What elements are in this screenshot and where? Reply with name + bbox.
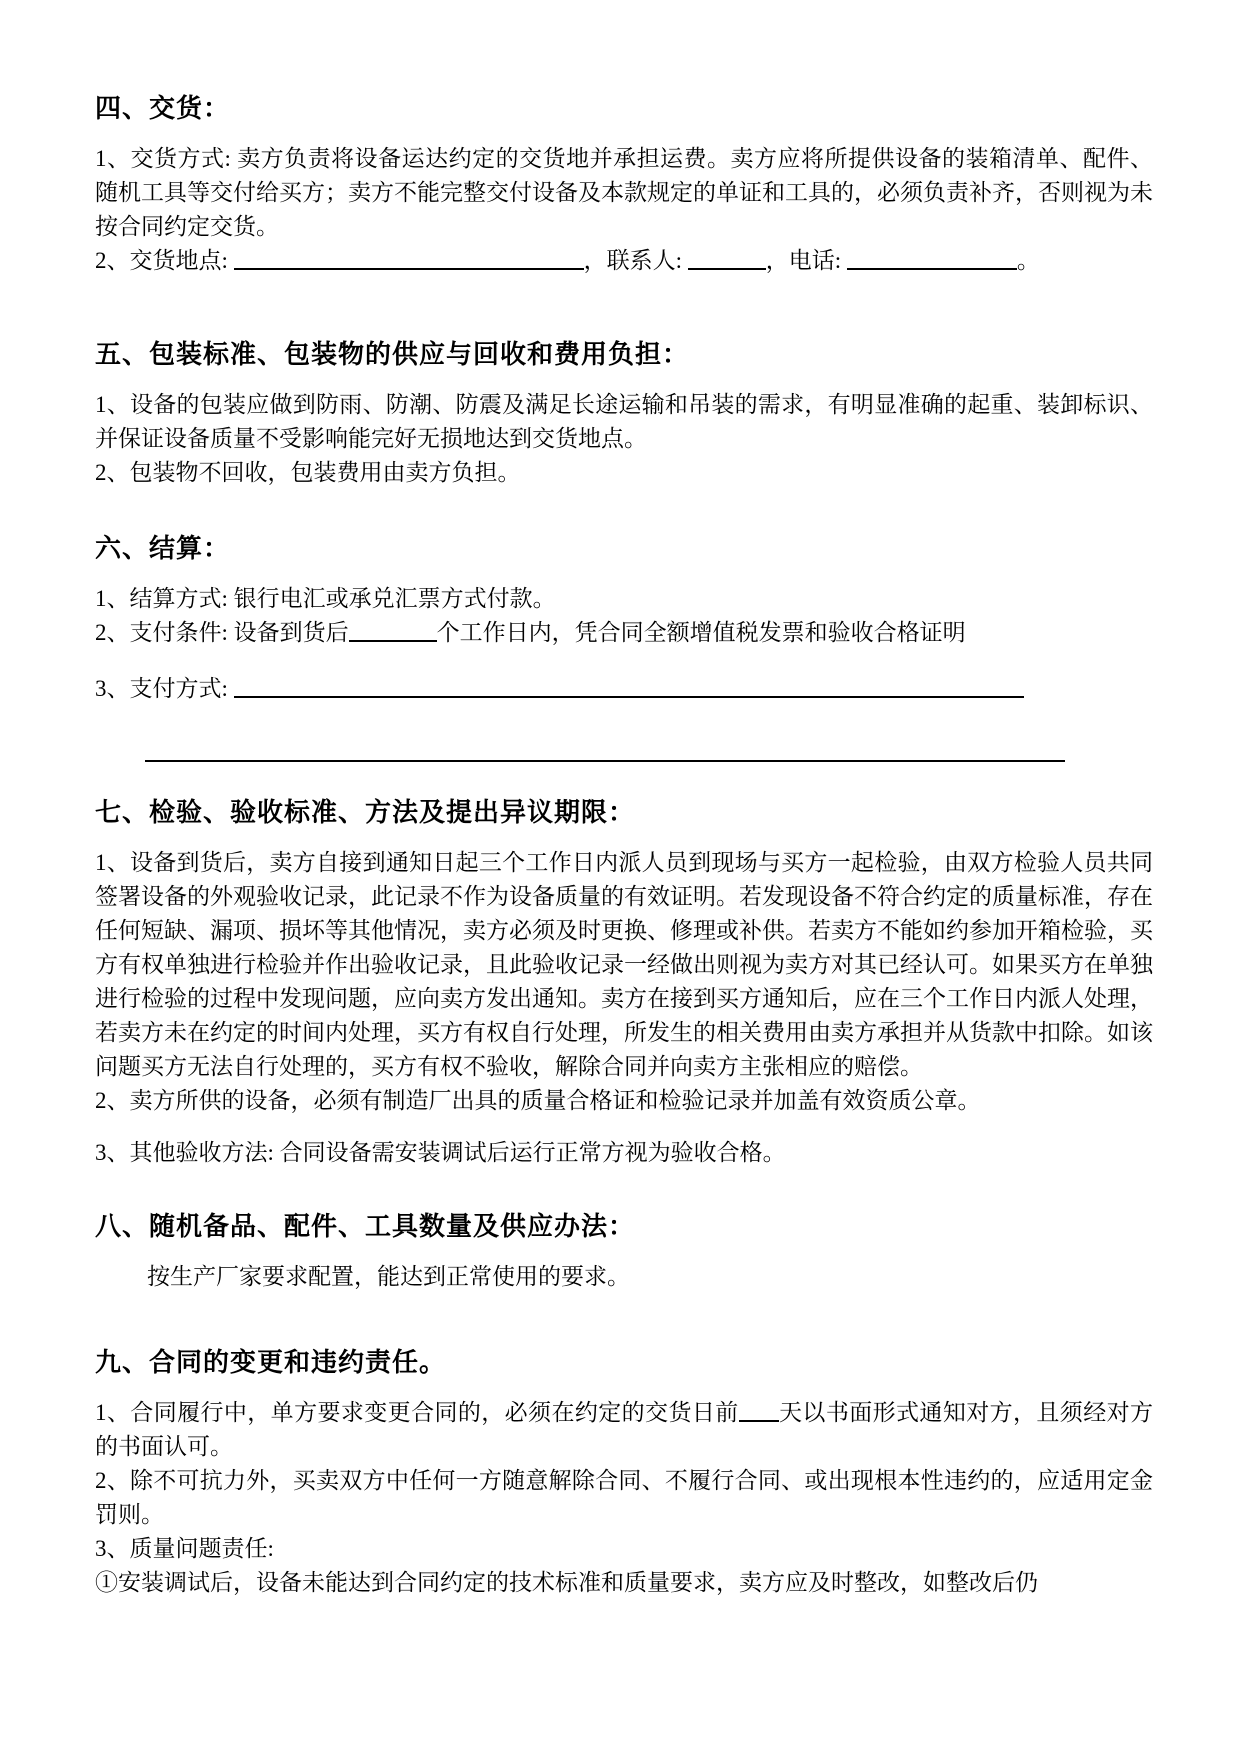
section-heading: 七、检验、验收标准、方法及提出异议期限： — [95, 797, 636, 827]
paragraph — [95, 1566, 1153, 1600]
paragraph — [95, 244, 1153, 278]
fill-in-blank — [145, 737, 1065, 762]
paragraph — [95, 1136, 1153, 1170]
text-run: 1、设备到货后，卖方自接到通知日起三个工作日内派人员到现场与买方一起检验，由双方检验人员共同签署设备的外观验收记录，此记录不作为设备质量的有效证明。若发现设备不符合约定的质量标准，存在任何短缺、漏项、损坏等其他情况，卖方必须及时更换、修理或补供。若卖方不能如约参加开箱检验，买方有权单独进行检验并作出验收记录，且此验收记录一经做出则视为卖方对其已经认可。如果买方在单独进行检验的过程中发现问题，应向卖方发出通知。卖方在接到买方通知后，应在三个工作日内派人处理，若卖方未在约定的时间内处理，买方有权自行处理，所发生的相关费用由卖方承担并从货款中扣除。如该问题买方无法自行处理的，买方有权不验收，解除合同并向卖方主张相应的赔偿。 — [95, 850, 1153, 1079]
text-run: 1、设备的包装应做到防雨、防潮、防震及满足长途运输和吊装的需求，有明显准确的起重、装卸标识、并保证设备质量不受影响能完好无损地达到交货地点。 — [95, 392, 1153, 451]
text-run: 个工作日内，凭合同全额增值税发票和验收合格证明 — [436, 620, 966, 645]
paragraph — [95, 1084, 1153, 1118]
paragraph — [95, 388, 1153, 456]
section-heading: 八、随机备品、配件、工具数量及供应办法： — [95, 1211, 636, 1241]
text-run: ①安装调试后，设备未能达到合同约定的技术标准和质量要求，卖方应及时整改，如整改后仍 — [95, 1570, 1038, 1595]
text-run: 1、合同履行中，单方要求变更合同的，必须在约定的交货日前 — [95, 1400, 739, 1425]
text-run: 天以书面形式通知对方，且须经对方的书面认可。 — [95, 1400, 1154, 1459]
text-run: 3、质量问题责任: — [95, 1536, 274, 1561]
fill-in-blank — [688, 245, 766, 270]
section-4-delivery — [95, 92, 1153, 278]
text-run: 2、卖方所供的设备，必须有制造厂出具的质量合格证和检验记录并加盖有效资质公章。 — [95, 1088, 981, 1113]
section-heading: 六、结算： — [95, 533, 231, 563]
text-run: 1、交货方式: 卖方负责将设备运达约定的交货地并承担运费。卖方应将所提供设备的装箱清单、配件、随机工具等交付给买方；卖方不能完整交付设备及本款规定的单证和工具的，必须负责补齐，否则视为未按合同约定交货。 — [95, 146, 1153, 239]
paragraph — [95, 736, 1153, 770]
paragraph — [95, 672, 1153, 706]
document-content — [95, 92, 1153, 1600]
paragraph — [95, 582, 1153, 616]
section-heading: 九、合同的变更和违约责任。 — [95, 1347, 447, 1377]
text-run: 按生产厂家要求配置，能达到正常使用的要求。 — [147, 1264, 630, 1289]
text-run: 2、交货地点: — [95, 248, 234, 273]
text-run: ，联系人: — [583, 248, 688, 273]
section-heading: 四、交货： — [95, 93, 231, 123]
text-run: 3、其他验收方法: 合同设备需安装调试后运行正常方视为验收合格。 — [95, 1140, 786, 1165]
text-run: 2、支付条件: 设备到货后 — [95, 620, 349, 645]
text-run: ，电话: — [765, 248, 847, 273]
text-run: 3、支付方式: — [95, 676, 234, 701]
section-9-breach — [95, 1346, 1153, 1600]
text-run: 2、包装物不回收，包装费用由卖方负担。 — [95, 460, 521, 485]
paragraph — [95, 142, 1153, 244]
paragraph — [95, 846, 1153, 1084]
section-5-packaging — [95, 338, 1153, 490]
section-7-inspection — [95, 796, 1153, 1170]
paragraph — [95, 1396, 1153, 1464]
fill-in-blank — [847, 245, 1017, 270]
section-heading: 五、包装标准、包装物的供应与回收和费用负担： — [95, 339, 690, 369]
paragraph — [95, 1532, 1153, 1566]
paragraph — [95, 1464, 1153, 1532]
fill-in-blank — [234, 245, 584, 270]
text-run: 。 — [1016, 248, 1040, 273]
fill-in-blank — [739, 1397, 779, 1422]
paragraph — [95, 1260, 1153, 1294]
text-run: 2、除不可抗力外，买卖双方中任何一方随意解除合同、不履行合同、或出现根本性违约的，应适用定金罚则。 — [95, 1468, 1153, 1527]
paragraph — [95, 456, 1153, 490]
fill-in-blank — [349, 617, 437, 642]
paragraph — [95, 616, 1153, 650]
text-run: 1、结算方式: 银行电汇或承兑汇票方式付款。 — [95, 586, 556, 611]
section-8-accessories — [95, 1210, 1153, 1294]
fill-in-blank — [234, 673, 1024, 698]
section-6-settlement — [95, 532, 1153, 770]
